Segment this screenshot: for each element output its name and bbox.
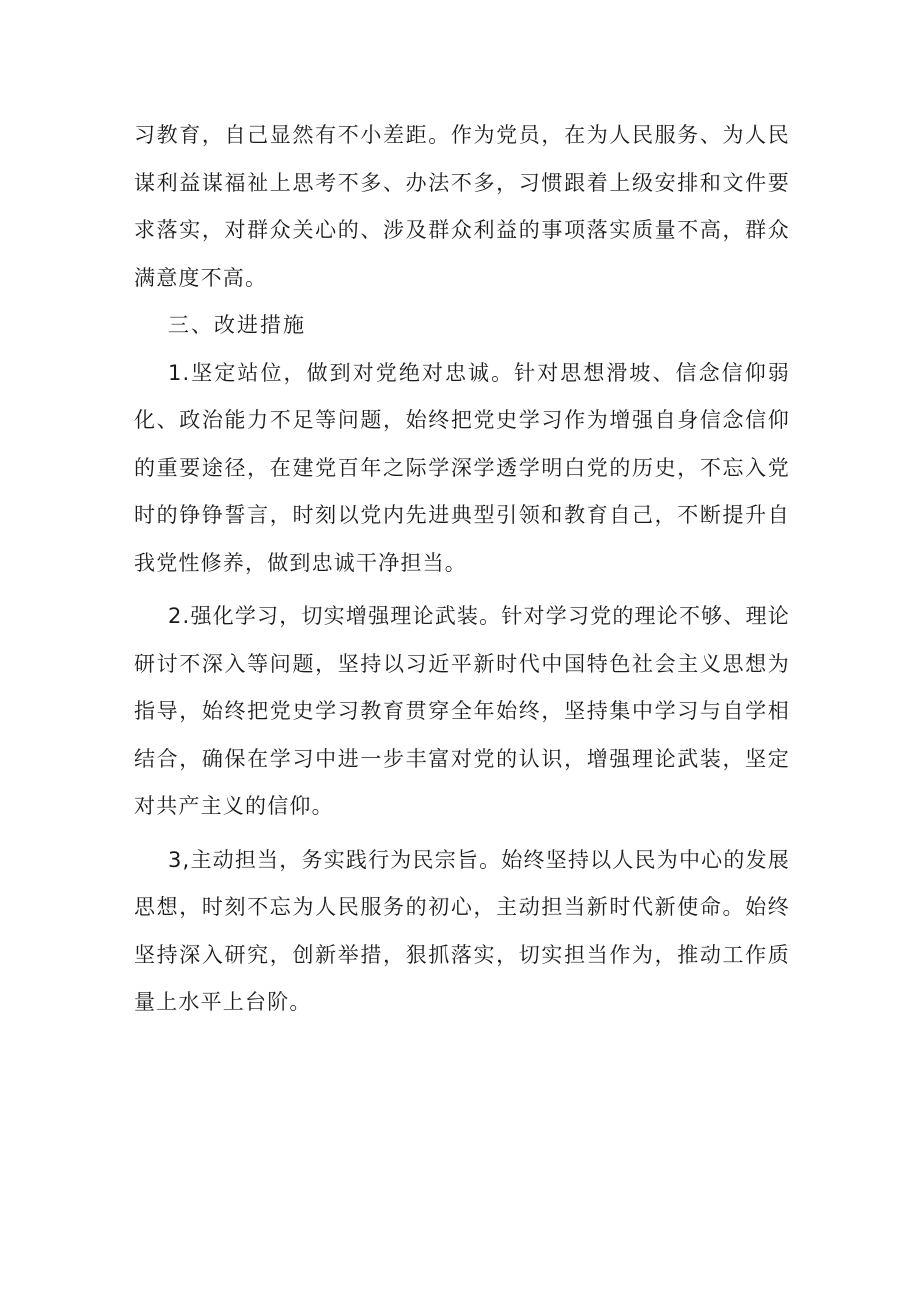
document-body xyxy=(134,112,790,1027)
paragraph-continuation: 习教育，自己显然有不小差距。作为党员，在为人民服务、为人民谋利益谋福祉上思考不多、办法不多，习惯跟着上级安排和文件要求落实，对群众关心的、涉及群众利益的事项落实质量不高，群众满意度不高。 xyxy=(134,123,790,290)
paragraph-measure-3: 3,主动担当，务实践行为民宗旨。始终坚持以人民为中心的发展思想，时刻不忘为人民服务的初心，主动担当新时代新使命。始终坚持深入研究，创新举措，狠抓落实，切实担当作为，推动工作质量上水平上台阶。 xyxy=(134,847,790,1014)
paragraph-measure-2: 2.强化学习，切实增强理论武装。针对学习党的理论不够、理论研讨不深入等问题，坚持以习近平新时代中国特色社会主义思想为指导，始终把党史学习教育贯穿全年始终，坚持集中学习与自学相结合，确保在学习中进一步丰富对党的认识，增强理论武装，坚定对共产主义的信仰。 xyxy=(134,604,790,818)
section-heading-improvement-measures: 三、改进措施 xyxy=(168,313,306,337)
paragraph-measure-1: 1.坚定站位，做到对党绝对忠诚。针对思想滑坡、信念信仰弱化、政治能力不足等问题，始终把党史学习作为增强自身信念信仰的重要途径，在建党百年之际学深学透学明白党的历史，不忘入党时的铮铮誓言，时刻以党内先进典型引领和教育自己，不断提升自我党性修养，做到忠诚干净担当。 xyxy=(134,360,790,575)
